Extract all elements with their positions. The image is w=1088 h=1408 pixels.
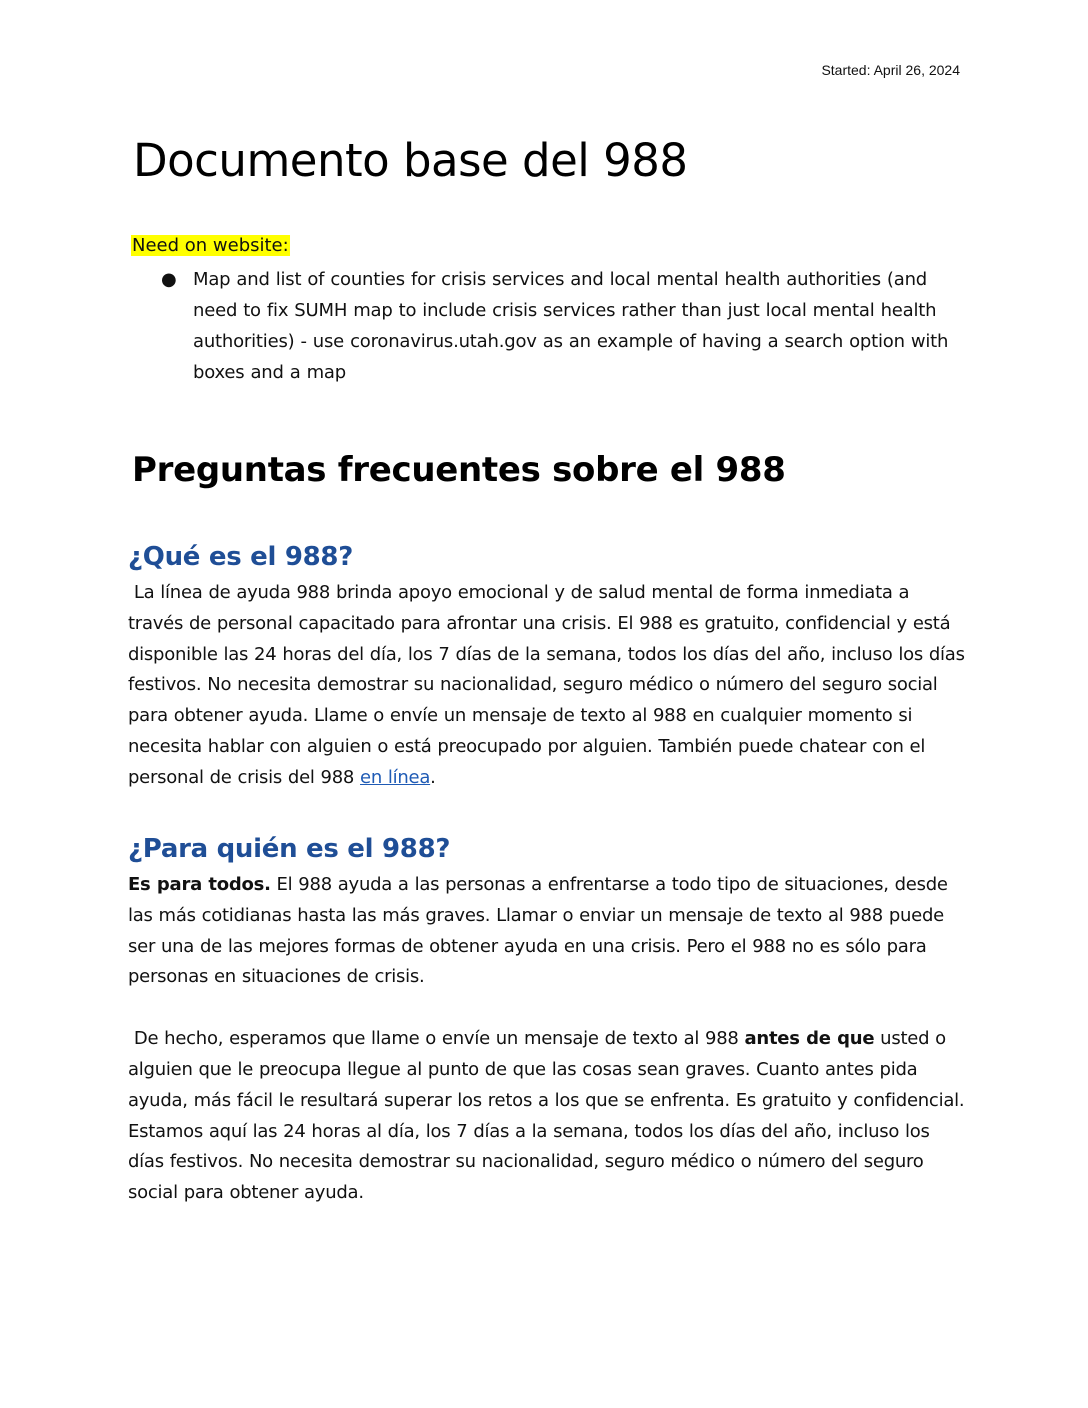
paragraph-text-end: usted o alguien que le preocupa llegue al punto de que las cosas sean graves. Cuanto antes pida ayuda, más fácil le resultará superar los retos a los que se enfrenta. Es gratuito y confidencial. Estamos aquí las 24 horas al día, los 7 días a la semana, todos los días del año, incluso los días festivos. No necesita demostrar su nacionalidad, seguro médico o número del seguro social para obtener ayuda.	[128, 1028, 965, 1204]
section-who-is-988-for	[128, 832, 968, 1209]
document-title: Documento base del 988	[133, 134, 688, 187]
paragraph-bold: antes de que	[744, 1028, 875, 1050]
faq-title: Preguntas frecuentes sobre el 988	[132, 450, 786, 490]
paragraph-bold: Es para todos.	[128, 874, 271, 895]
section-heading: ¿Para quién es el 988?	[128, 834, 451, 864]
list-item-text: Map and list of counties for crisis services and local mental health authorities (and need to fix SUMH map to include crisis services rather than just local mental health authorities) - use coronavirus.utah.gov as an example of having a search option with boxes and a map	[193, 269, 949, 383]
section-heading: ¿Qué es el 988?	[128, 542, 353, 572]
started-date: Started: April 26, 2024	[821, 62, 960, 78]
section-paragraph	[128, 578, 968, 794]
need-on-website-block	[131, 234, 971, 388]
section-paragraph	[128, 870, 968, 993]
list-item	[131, 264, 971, 388]
need-on-website-list	[131, 264, 971, 388]
paragraph-text-end: .	[430, 766, 436, 788]
paragraph-text: De hecho, esperamos que llame o envíe un mensaje de texto al 988	[133, 1028, 745, 1050]
section-paragraph	[128, 1024, 968, 1209]
need-on-website-label: Need on website:	[132, 235, 289, 256]
section-what-is-988	[128, 540, 968, 794]
bullet-icon: ●	[161, 269, 177, 290]
paragraph-text: La línea de ayuda 988 brinda apoyo emocional y de salud mental de forma inmediata a través de personal capacitado para afrontar una crisis. El 988 es gratuito, confidencial y está disponible las 24 horas del día, los 7 días de la semana, todos los días del año, incluso los días festivos. No necesita demostrar su nacionalidad, seguro médico o número del seguro social para obtener ayuda. Llame o envíe un mensaje de texto al 988 en cualquier momento si necesita hablar con alguien o está preocupado por alguien. También puede chatear con el personal de crisis del 988	[128, 582, 965, 788]
paragraph-text: El 988 ayuda a las personas a enfrentarse a todo tipo de situaciones, desde las más cotidianas hasta las más graves. Llamar o enviar un mensaje de texto al 988 puede ser una de las mejores formas de obtener ayuda en una crisis. Pero el 988 no es sólo para personas en situaciones de crisis.	[128, 874, 948, 988]
online-chat-link[interactable]: en línea	[360, 766, 431, 788]
